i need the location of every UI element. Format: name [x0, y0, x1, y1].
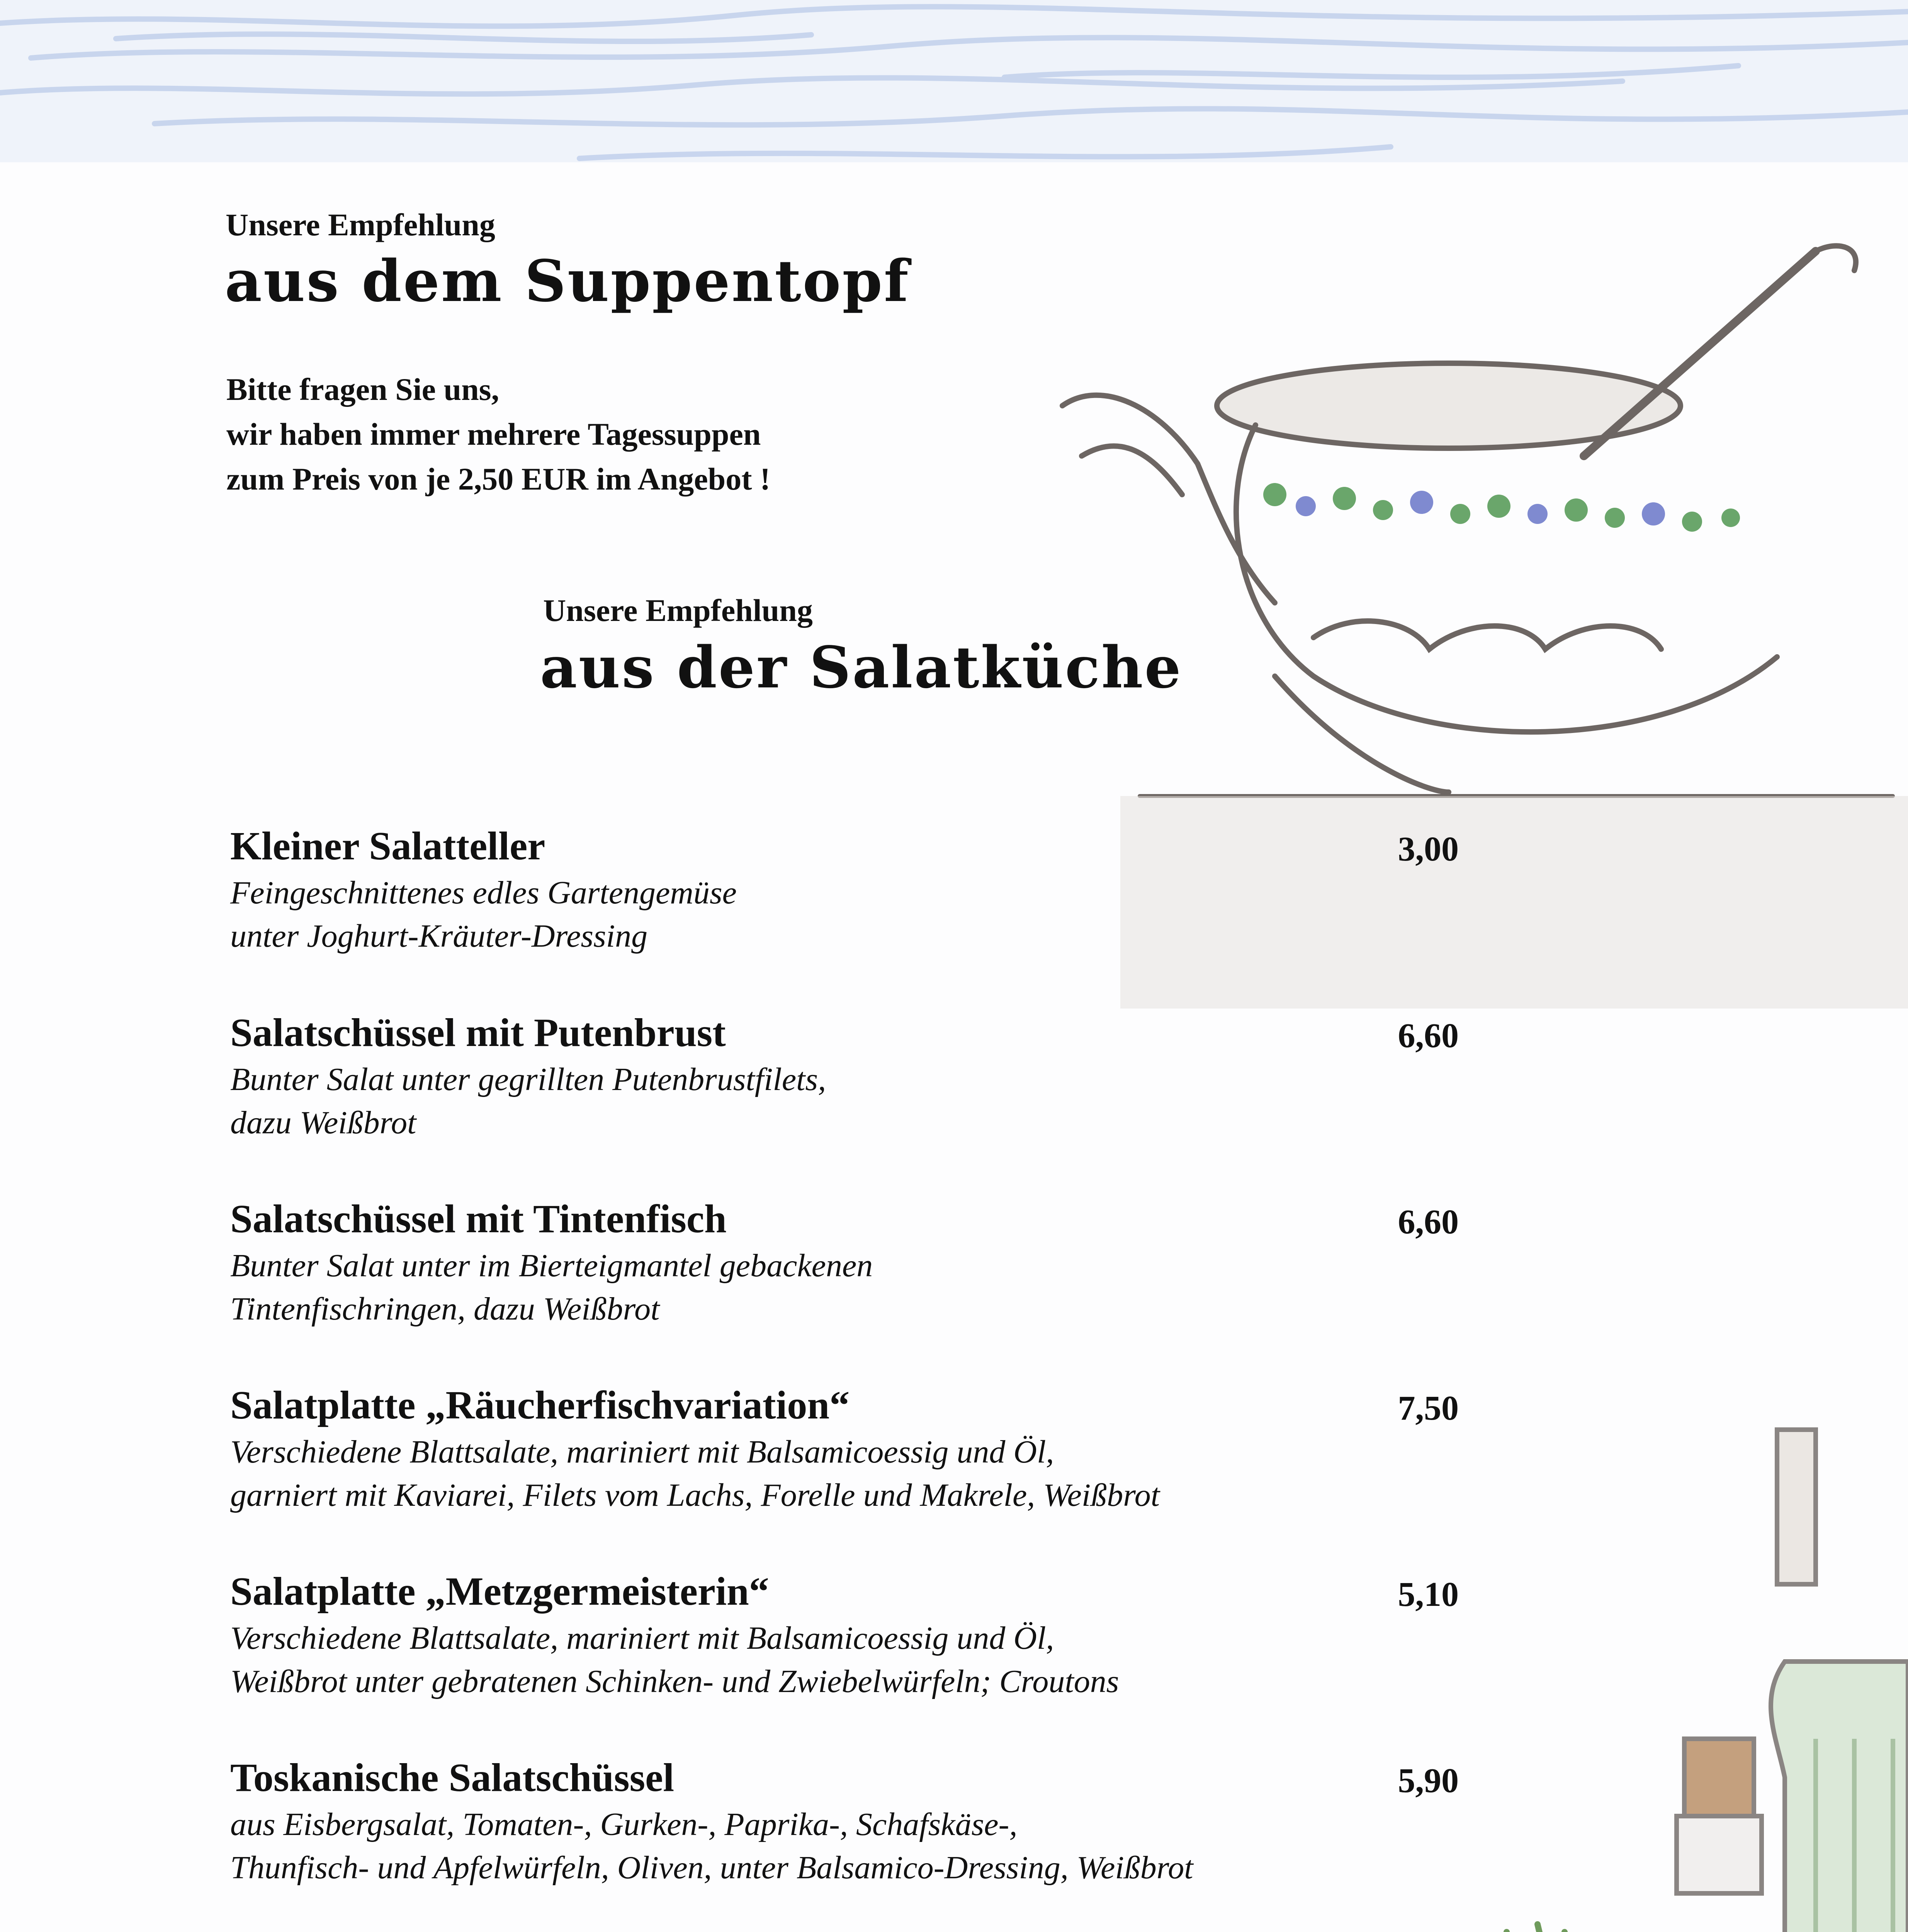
menu-item-description: Feingeschnittenes edles Gartengemüse: [230, 875, 737, 911]
menu-item-name: Salatschüssel mit Tintenfisch: [230, 1197, 727, 1241]
menu-item: [230, 1753, 1459, 1889]
soup-intro-line: Bitte fragen Sie uns,: [226, 372, 500, 407]
soup-intro-line: wir haben immer mehrere Tagessuppen: [226, 417, 761, 452]
menu-item: [230, 1566, 1459, 1703]
soup-intro-line: zum Preis von je 2,50 EUR im Angebot !: [226, 461, 771, 497]
soup-intro: [226, 367, 770, 502]
salad-heading: aus der Salatküche: [540, 634, 1183, 701]
menu-item: [230, 1008, 1459, 1145]
salad-kicker: Unsere Empfehlung: [543, 593, 813, 628]
bottle-drawing: [1677, 1430, 1908, 1932]
menu-item-name: Salatschüssel mit Putenbrust: [230, 1010, 726, 1055]
menu-item-description: aus Eisbergsalat, Tomaten-, Gurken-, Paprika-, Schafskäse-,: [230, 1806, 1018, 1842]
menu-item-description: Verschiedene Blattsalate, mariniert mit Balsamicoessig und Öl,: [230, 1620, 1054, 1656]
menu-item-name: Salatplatte „Räucherfischvariation“: [230, 1383, 850, 1427]
tureen-grape-pattern: [1263, 483, 1740, 532]
menu-item-name: Salatplatte „Metzgermeisterin“: [230, 1569, 769, 1614]
menu-item-description: Bunter Salat unter im Bierteigmantel gebackenen: [230, 1248, 873, 1284]
soup-kicker: Unsere Empfehlung: [226, 207, 495, 242]
menu-item: [230, 1380, 1459, 1517]
menu-item: [230, 821, 1459, 958]
menu-item-name: Toskanische Salatschüssel: [230, 1755, 675, 1800]
menu-item-price: 6,60: [1398, 1017, 1459, 1055]
soup-heading: aus dem Suppentopf: [225, 247, 910, 315]
menu-item-price: 5,90: [1398, 1762, 1459, 1800]
soup-tureen-drawing: [1062, 246, 1893, 796]
menu-item-price: 5,10: [1398, 1575, 1459, 1614]
menu-item-description: Thunfisch- und Apfelwürfeln, Oliven, unter Balsamico-Dressing, Weißbrot: [230, 1850, 1193, 1886]
menu-item-price: 6,60: [1398, 1203, 1459, 1241]
menu-item-price: 7,50: [1398, 1389, 1459, 1427]
menu-item-price: 3,00: [1398, 830, 1459, 868]
vegetable-greens-drawing: [966, 1924, 1700, 1932]
menu-item-description: garniert mit Kaviarei, Filets vom Lachs, Forelle und Makrele, Weißbrot: [230, 1477, 1160, 1513]
menu-item-description: unter Joghurt-Kräuter-Dressing: [230, 918, 648, 954]
menu-item-description: dazu Weißbrot: [230, 1105, 416, 1141]
menu-item: [230, 1194, 1459, 1331]
menu-item-description: Tintenfischringen, dazu Weißbrot: [230, 1291, 660, 1327]
menu-item-description: Verschiedene Blattsalate, mariniert mit Balsamicoessig und Öl,: [230, 1434, 1054, 1470]
menu-item-description: Bunter Salat unter gegrillten Putenbrustfilets,: [230, 1061, 826, 1097]
menu-item-description: Weißbrot unter gebratenen Schinken- und Zwiebelwürfeln; Croutons: [230, 1663, 1119, 1699]
menu-item-name: Kleiner Salatteller: [230, 824, 545, 868]
